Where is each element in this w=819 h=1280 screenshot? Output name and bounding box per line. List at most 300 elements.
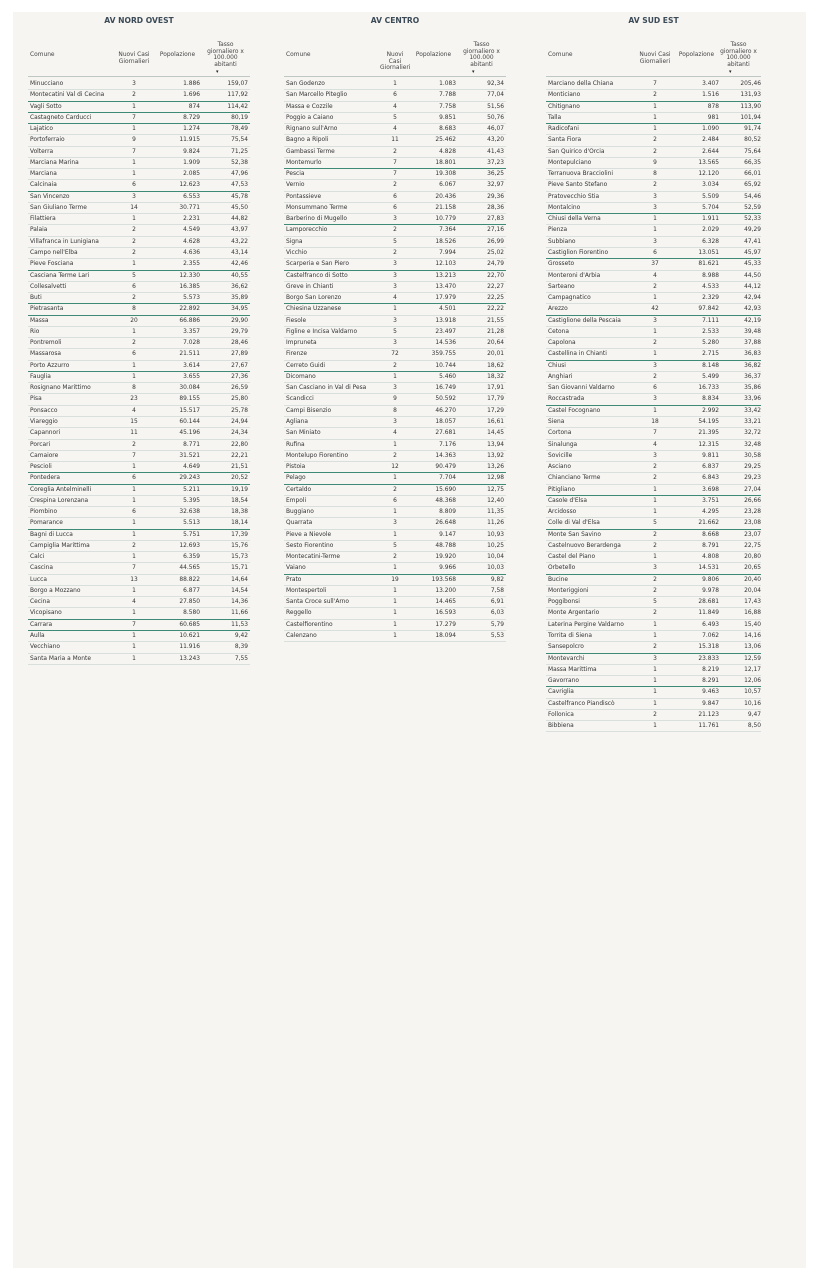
cell-comune: Signa	[286, 238, 303, 245]
sort-descending-icon[interactable]: ▾	[472, 69, 475, 75]
cell-daily-rate: 13,06	[744, 644, 761, 651]
table-row[interactable]	[284, 563, 506, 574]
cell-comune: Castellina in Chianti	[548, 351, 607, 358]
cell-daily-rate: 12,59	[744, 655, 761, 662]
table-row[interactable]	[28, 417, 250, 428]
table-row[interactable]	[546, 699, 761, 710]
cell-population: 14.363	[435, 452, 456, 459]
cell-new-cases: 6	[653, 249, 657, 256]
table-row[interactable]	[28, 372, 250, 383]
header-population[interactable]: Popolazione	[415, 52, 452, 58]
table-row[interactable]	[546, 710, 761, 721]
cell-comune: Porto Azzurro	[30, 362, 70, 369]
cell-comune: Santa Croce sull'Arno	[286, 599, 349, 606]
table-row[interactable]	[28, 79, 250, 90]
cell-daily-rate: 9,42	[234, 633, 248, 640]
cell-comune: Castel Focognano	[548, 407, 601, 414]
cell-population: 17.979	[435, 295, 456, 302]
table-row[interactable]	[284, 507, 506, 518]
table-row[interactable]	[546, 406, 761, 417]
table-row[interactable]	[28, 654, 250, 665]
table-row[interactable]	[28, 428, 250, 439]
table-header	[284, 28, 506, 75]
table-row[interactable]	[284, 304, 506, 315]
cell-new-cases: 3	[393, 340, 397, 347]
table-row[interactable]	[28, 406, 250, 417]
table-row[interactable]	[28, 147, 250, 158]
table-row[interactable]	[284, 440, 506, 451]
cell-daily-rate: 66,01	[744, 171, 761, 178]
cell-daily-rate: 92,34	[487, 81, 504, 87]
cell-daily-rate: 36,83	[744, 351, 761, 358]
cell-population: 1.696	[183, 92, 200, 99]
table-row[interactable]	[546, 225, 761, 236]
cell-comune: Bagno a Ripoli	[286, 137, 329, 144]
cell-population: 4.628	[183, 238, 200, 245]
cell-comune: Siena	[548, 418, 565, 425]
table-row[interactable]	[28, 563, 250, 574]
table-row[interactable]	[28, 135, 250, 146]
table-row[interactable]	[28, 304, 250, 315]
table-row[interactable]	[28, 349, 250, 360]
table-row[interactable]	[28, 631, 250, 642]
header-daily-rate[interactable]: Tasso giornaliero x 100.000 abitanti	[207, 42, 244, 68]
table-row[interactable]	[546, 597, 761, 608]
table-row[interactable]	[284, 237, 506, 248]
table-row[interactable]	[284, 259, 506, 270]
cell-new-cases: 2	[653, 373, 657, 380]
cell-population: 4.636	[183, 249, 200, 256]
cell-comune: Bibbiena	[548, 723, 574, 730]
header-daily-rate[interactable]: Tasso giornaliero x 100.000 abitanti	[720, 42, 757, 68]
sort-descending-icon[interactable]: ▾	[729, 69, 732, 75]
table-row[interactable]	[546, 237, 761, 248]
table-row[interactable]	[28, 90, 250, 101]
table-row[interactable]	[284, 192, 506, 203]
cell-population: 8.291	[702, 678, 719, 685]
cell-new-cases: 6	[393, 497, 397, 504]
cell-population: 8.729	[183, 114, 200, 121]
cell-comune: Castiglion Fiorentino	[548, 249, 609, 256]
table-row[interactable]	[284, 225, 506, 236]
table-row[interactable]	[28, 642, 250, 653]
cell-comune: San Miniato	[286, 430, 321, 437]
table-row[interactable]	[28, 394, 250, 405]
cell-comune: Massa Marittima	[548, 666, 597, 673]
table-row[interactable]	[284, 552, 506, 563]
table-row[interactable]	[546, 518, 761, 529]
table-row[interactable]	[546, 180, 761, 191]
header-new-cases[interactable]: Nuovi Casi Giornalieri	[118, 52, 150, 65]
cell-new-cases: 7	[393, 171, 397, 178]
table-row[interactable]	[546, 158, 761, 169]
table-row[interactable]	[28, 282, 250, 293]
table-row[interactable]	[284, 361, 506, 372]
table-row[interactable]	[284, 485, 506, 496]
table-row[interactable]	[546, 676, 761, 687]
cell-new-cases: 7	[132, 114, 136, 121]
table-row[interactable]	[28, 575, 250, 586]
cell-daily-rate: 24,34	[231, 430, 248, 437]
table-row[interactable]	[284, 338, 506, 349]
table-row[interactable]	[28, 316, 250, 327]
table-row[interactable]	[28, 620, 250, 631]
cell-comune: Pontassieve	[286, 193, 322, 200]
table-row[interactable]	[546, 541, 761, 552]
table-row[interactable]	[284, 496, 506, 507]
cell-comune: Radicofani	[548, 126, 579, 133]
table-row[interactable]	[546, 631, 761, 642]
cell-population: 1.911	[702, 216, 719, 223]
table-row[interactable]	[28, 192, 250, 203]
table-row[interactable]	[546, 608, 761, 619]
cell-population: 18.526	[435, 238, 456, 245]
cell-daily-rate: 37,88	[744, 340, 761, 347]
cell-new-cases: 3	[653, 565, 657, 572]
cell-comune: San Vincenzo	[30, 193, 70, 200]
table-row[interactable]	[546, 473, 761, 484]
table-row[interactable]	[546, 530, 761, 541]
cell-population: 45.196	[179, 430, 200, 437]
cell-comune: Buggiano	[286, 509, 314, 516]
table-row[interactable]	[28, 271, 250, 282]
sort-descending-icon[interactable]: ▾	[216, 69, 219, 75]
table-row[interactable]	[284, 124, 506, 135]
cell-comune: Monticiano	[548, 92, 581, 99]
table-row[interactable]	[546, 575, 761, 586]
table-row[interactable]	[284, 349, 506, 360]
table-row[interactable]	[28, 203, 250, 214]
table-row[interactable]	[284, 462, 506, 473]
table-row[interactable]	[284, 406, 506, 417]
cell-daily-rate: 17,43	[744, 599, 761, 606]
cell-new-cases: 4	[653, 441, 657, 448]
table-row[interactable]	[546, 113, 761, 124]
table-row[interactable]	[546, 90, 761, 101]
cell-new-cases: 2	[653, 587, 657, 594]
cell-population: 13.051	[698, 249, 719, 256]
cell-new-cases: 5	[393, 114, 397, 121]
cell-comune: Santa Fiora	[548, 137, 582, 144]
cell-population: 13.243	[179, 655, 200, 662]
table-row[interactable]	[546, 372, 761, 383]
table-row[interactable]	[546, 192, 761, 203]
header-population[interactable]: Popolazione	[159, 52, 196, 58]
table-row[interactable]	[28, 541, 250, 552]
cell-comune: Poggibonsi	[548, 599, 580, 606]
cell-daily-rate: 15,73	[231, 554, 248, 561]
cell-new-cases: 2	[393, 148, 397, 155]
table-row[interactable]	[284, 248, 506, 259]
cell-daily-rate: 10,25	[487, 542, 504, 549]
table-row[interactable]	[546, 248, 761, 259]
cell-population: 11.916	[179, 644, 200, 651]
table-row[interactable]	[28, 102, 250, 113]
cell-comune: Minucciano	[30, 81, 64, 87]
table-row[interactable]	[546, 102, 761, 113]
table-row[interactable]	[28, 180, 250, 191]
table-row[interactable]	[284, 214, 506, 225]
table-row[interactable]	[546, 361, 761, 372]
cell-daily-rate: 12,40	[487, 497, 504, 504]
table-row[interactable]	[284, 135, 506, 146]
cell-daily-rate: 45,78	[231, 193, 248, 200]
table-row[interactable]	[284, 180, 506, 191]
table-row[interactable]	[284, 316, 506, 327]
region-1	[284, 12, 506, 642]
cell-population: 7.788	[439, 92, 456, 99]
table-row[interactable]	[284, 417, 506, 428]
cell-comune: Montepulciano	[548, 159, 592, 166]
table-row[interactable]	[28, 586, 250, 597]
table-row[interactable]	[28, 507, 250, 518]
table-row[interactable]	[28, 451, 250, 462]
cell-population: 3.357	[183, 328, 200, 335]
table-row[interactable]	[546, 282, 761, 293]
table-row[interactable]	[284, 90, 506, 101]
cell-new-cases: 1	[393, 81, 397, 87]
table-row[interactable]	[546, 721, 761, 732]
cell-new-cases: 2	[393, 182, 397, 189]
cell-comune: Aulla	[30, 633, 45, 640]
cell-population: 874	[188, 103, 200, 110]
cell-new-cases: 2	[653, 137, 657, 144]
table-row[interactable]	[284, 293, 506, 304]
table-row[interactable]	[28, 259, 250, 270]
table-row[interactable]	[546, 304, 761, 315]
table-row[interactable]	[546, 169, 761, 180]
table-row[interactable]	[546, 338, 761, 349]
table-row[interactable]	[546, 79, 761, 90]
cell-new-cases: 3	[393, 272, 397, 279]
cell-new-cases: 5	[653, 599, 657, 606]
table-row[interactable]	[284, 282, 506, 293]
cell-new-cases: 1	[393, 509, 397, 516]
table-row[interactable]	[284, 631, 506, 642]
cell-population: 16.385	[179, 283, 200, 290]
table-row[interactable]	[546, 259, 761, 270]
header-comune[interactable]: Comune	[30, 52, 55, 58]
cell-comune: Subbiano	[548, 238, 576, 245]
table-row[interactable]	[284, 586, 506, 597]
cell-population: 7.176	[439, 441, 456, 448]
cell-comune: Dicomano	[286, 373, 316, 380]
table-row[interactable]	[28, 124, 250, 135]
cell-population: 12.693	[179, 542, 200, 549]
cell-population: 5.499	[702, 373, 719, 380]
cell-comune: Capannori	[30, 430, 61, 437]
cell-daily-rate: 21,28	[487, 328, 504, 335]
table-row[interactable]	[284, 372, 506, 383]
table-row[interactable]	[546, 440, 761, 451]
cell-daily-rate: 20,65	[744, 565, 761, 572]
cell-population: 1.083	[439, 81, 456, 87]
table-row[interactable]	[546, 665, 761, 676]
cell-population: 6.067	[439, 182, 456, 189]
table-row[interactable]	[546, 642, 761, 653]
table-row[interactable]	[546, 349, 761, 360]
table-row[interactable]	[546, 620, 761, 631]
cell-population: 3.407	[702, 81, 719, 87]
cell-new-cases: 7	[132, 452, 136, 459]
table-header	[28, 28, 250, 75]
cell-daily-rate: 11,53	[231, 621, 248, 628]
table-row[interactable]	[546, 428, 761, 439]
table-row[interactable]	[546, 417, 761, 428]
table-row[interactable]	[546, 203, 761, 214]
table-row[interactable]	[284, 327, 506, 338]
cell-population: 7.704	[439, 475, 456, 482]
cell-daily-rate: 11,35	[487, 509, 504, 516]
cell-comune: Filattiera	[30, 216, 56, 223]
cell-population: 6.553	[183, 193, 200, 200]
table-row[interactable]	[28, 361, 250, 372]
header-population[interactable]: Popolazione	[678, 52, 715, 58]
cell-new-cases: 1	[132, 644, 136, 651]
cell-daily-rate: 29,25	[744, 464, 761, 471]
cell-daily-rate: 27,67	[231, 362, 248, 369]
table-row[interactable]	[28, 597, 250, 608]
table-row[interactable]	[284, 473, 506, 484]
table-row[interactable]	[284, 203, 506, 214]
cell-comune: Barberino di Mugello	[286, 216, 348, 223]
table-row[interactable]	[28, 158, 250, 169]
table-row[interactable]	[28, 248, 250, 259]
table-row[interactable]	[284, 102, 506, 113]
header-comune[interactable]: Comune	[548, 52, 573, 58]
table-row[interactable]	[284, 518, 506, 529]
table-row[interactable]	[546, 135, 761, 146]
cell-new-cases: 1	[393, 599, 397, 606]
table-row[interactable]	[284, 158, 506, 169]
cell-new-cases: 2	[132, 238, 136, 245]
table-row[interactable]	[284, 147, 506, 158]
cell-daily-rate: 22,22	[487, 306, 504, 313]
table-row[interactable]	[284, 541, 506, 552]
table-row[interactable]	[284, 271, 506, 282]
table-row[interactable]	[28, 293, 250, 304]
table-row[interactable]	[546, 214, 761, 225]
table-row[interactable]	[28, 327, 250, 338]
table-row[interactable]	[28, 496, 250, 507]
table-row[interactable]	[284, 575, 506, 586]
table-row[interactable]	[546, 327, 761, 338]
cell-new-cases: 15	[130, 418, 138, 425]
table-row[interactable]	[284, 620, 506, 631]
header-comune[interactable]: Comune	[286, 52, 311, 58]
cell-comune: Cavriglia	[548, 689, 574, 696]
table-row[interactable]	[546, 496, 761, 507]
cell-comune: Impruneta	[286, 340, 317, 347]
table-row[interactable]	[546, 451, 761, 462]
header-new-cases[interactable]: Nuovi Casi Giornalieri	[639, 52, 671, 65]
table-row[interactable]	[546, 687, 761, 698]
table-row[interactable]	[546, 316, 761, 327]
table-row[interactable]	[284, 530, 506, 541]
cell-daily-rate: 17,79	[487, 396, 504, 403]
table-row[interactable]	[284, 597, 506, 608]
table-row[interactable]	[28, 225, 250, 236]
table-row[interactable]	[546, 586, 761, 597]
cell-new-cases: 5	[393, 238, 397, 245]
table-row[interactable]	[284, 113, 506, 124]
table-row[interactable]	[284, 608, 506, 619]
cell-new-cases: 3	[653, 193, 657, 200]
cell-daily-rate: 6,03	[490, 610, 504, 617]
table-row[interactable]	[546, 563, 761, 574]
cell-population: 8.148	[702, 362, 719, 369]
table-row[interactable]	[28, 485, 250, 496]
header-new-cases[interactable]: Nuovi Casi Giornalieri	[380, 52, 411, 72]
table-row[interactable]	[28, 338, 250, 349]
cell-daily-rate: 114,42	[227, 103, 248, 110]
cell-daily-rate: 22,25	[487, 295, 504, 302]
cell-daily-rate: 28,46	[231, 340, 248, 347]
table-row[interactable]	[546, 552, 761, 563]
cell-population: 2.231	[183, 216, 200, 223]
table-row[interactable]	[284, 383, 506, 394]
cell-comune: Borgo a Mozzano	[30, 587, 81, 594]
table-row[interactable]	[28, 214, 250, 225]
table-row[interactable]	[28, 440, 250, 451]
cell-daily-rate: 49,29	[744, 227, 761, 234]
cell-comune: Figline e Incisa Valdarno	[286, 328, 358, 335]
cell-daily-rate: 21,55	[487, 317, 504, 324]
table-row[interactable]	[28, 237, 250, 248]
table-row[interactable]	[284, 428, 506, 439]
region-title: AV SUD EST	[628, 16, 679, 25]
table-row[interactable]	[28, 462, 250, 473]
cell-daily-rate: 12,98	[487, 475, 504, 482]
header-daily-rate[interactable]: Tasso giornaliero x 100.000 abitanti	[463, 42, 500, 68]
table-row[interactable]	[284, 451, 506, 462]
table-row[interactable]	[28, 530, 250, 541]
cell-population: 48.368	[435, 497, 456, 504]
table-row[interactable]	[546, 124, 761, 135]
cell-daily-rate: 80,19	[231, 114, 248, 121]
table-row[interactable]	[28, 169, 250, 180]
cell-new-cases: 6	[393, 204, 397, 211]
cell-daily-rate: 10,57	[744, 689, 761, 696]
table-row[interactable]	[546, 485, 761, 496]
table-row[interactable]	[28, 608, 250, 619]
table-row[interactable]	[284, 79, 506, 90]
cell-new-cases: 1	[653, 689, 657, 696]
table-row[interactable]	[546, 147, 761, 158]
cell-new-cases: 2	[132, 340, 136, 347]
cell-new-cases: 2	[132, 92, 136, 99]
table-row[interactable]	[28, 113, 250, 124]
table-row[interactable]	[28, 518, 250, 529]
table-row[interactable]	[284, 394, 506, 405]
table-row[interactable]	[546, 654, 761, 665]
table-row[interactable]	[28, 552, 250, 563]
cell-daily-rate: 16,88	[744, 610, 761, 617]
table-row[interactable]	[546, 394, 761, 405]
table-row[interactable]	[546, 383, 761, 394]
table-row[interactable]	[546, 271, 761, 282]
cell-population: 5.211	[183, 486, 200, 493]
table-row[interactable]	[546, 293, 761, 304]
table-row[interactable]	[284, 169, 506, 180]
table-row[interactable]	[28, 383, 250, 394]
table-row[interactable]	[28, 473, 250, 484]
cell-new-cases: 3	[653, 362, 657, 369]
table-row[interactable]	[546, 507, 761, 518]
cell-new-cases: 1	[132, 554, 136, 561]
table-row[interactable]	[546, 462, 761, 473]
cell-population: 7.062	[702, 633, 719, 640]
